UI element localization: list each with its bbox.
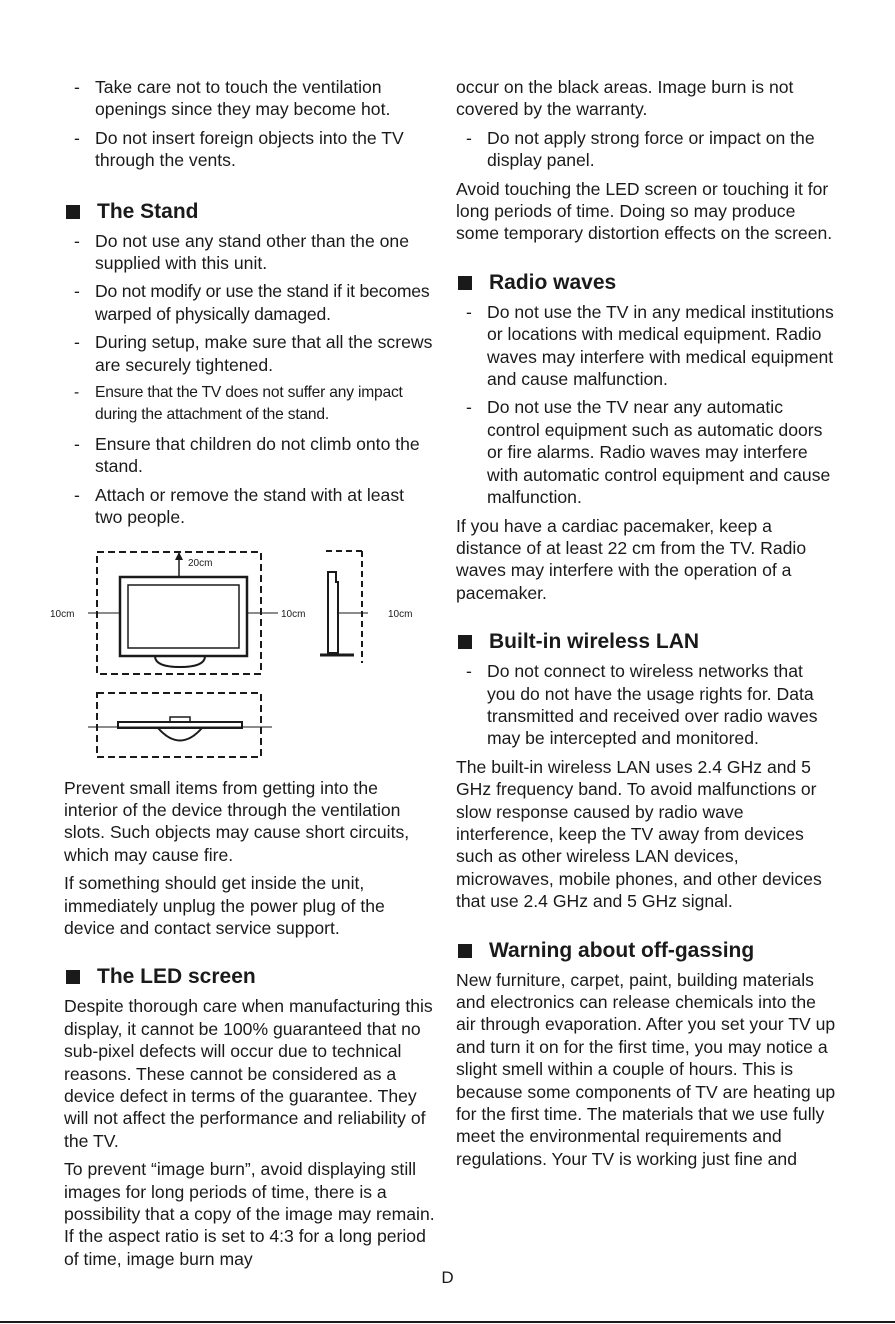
label-right-distance: 10cm (388, 608, 413, 620)
square-bullet-icon (458, 635, 472, 649)
bullet-item: - Do not insert foreign objects into the TV through the vents. (74, 127, 404, 171)
square-bullet-icon (458, 276, 472, 290)
paragraph: The built-in wireless LAN uses 2.4 GHz and 5 GHz frequency band. To avoid malfunctions or slow response caused by radio wave interference, keep the TV away from devices such as other wireless LAN devices, microwaves, mobile phones, and other devices that use 2.4 GHz and 5 GHz signal. (456, 756, 822, 912)
square-bullet-icon (66, 970, 80, 984)
left-column (50, 76, 436, 1276)
bullet-item: - Do not use any stand other than the one supplied with this unit. (74, 230, 409, 274)
section-heading-off-gassing: Warning about off-gassing (456, 937, 836, 965)
front-view-drawing (88, 552, 278, 674)
side-view-drawing (320, 551, 368, 663)
ventilation-bullets (64, 76, 436, 172)
right-column (456, 76, 836, 1176)
bullet-item: - Ensure that children do not climb onto the stand. (74, 433, 420, 477)
tv-front-stand (155, 656, 205, 667)
bullet-item: - Ensure that the TV does not suffer any impact during the attachment of the stand. (74, 384, 403, 424)
paragraph: If something should get inside the unit, immediately unplug the power plug of the device and contact service support. (64, 873, 385, 938)
label-top-distance: 20cm (188, 557, 213, 569)
tv-top-stand-neck (170, 717, 190, 722)
tv-side-profile (328, 572, 338, 653)
display-bullets (456, 127, 836, 172)
bullet-item: - Take care not to touch the ventilation openings since they may become hot. (74, 77, 391, 120)
top-clearance-outline (97, 693, 261, 757)
square-bullet-icon (458, 944, 472, 958)
clearance-diagram (50, 543, 434, 767)
label-mid-distance: 10cm (281, 608, 306, 620)
paragraph: If you have a cardiac pacemaker, keep a distance of at least 22 cm from the TV. Radio waves may interfere with the operation of a pacemaker. (456, 515, 807, 603)
bullet-item: - Do not connect to wireless networks that you do not have the usage rights for. Data transmitted and received over radio waves may be intercepted and monitored. (466, 661, 818, 749)
paragraph: occur on the black areas. Image burn is not covered by the warranty. (456, 77, 794, 120)
top-view-drawing (88, 693, 272, 757)
section-heading-radio: Radio waves (456, 269, 836, 297)
paragraph: Despite thorough care when manufacturing this display, it cannot be 100% guaranteed that no sub-pixel defects will occur due to technical reasons. These cannot be considered as a device defect in terms of the guarantee. They will not affect the performance and reliability of the TV. (64, 996, 433, 1151)
square-bullet-icon (66, 205, 80, 219)
page-number: D (441, 1268, 454, 1287)
paragraph: Avoid touching the LED screen or touching it for long periods of time. Doing so may produce some temporary distortion effects on the screen. (456, 178, 833, 244)
stand-bullets (64, 230, 436, 529)
paragraph: To prevent “image burn”, avoid displaying still images for long periods of time, there is a possibility that a copy of the image may remain. If the aspect ratio is set to 4:3 for a long period of time, image burn may (64, 1159, 435, 1269)
radio-bullets (456, 301, 836, 509)
bullet-item: - Do not use the TV in any medical institutions or locations with medical equipment. Radio waves may interfere with medical equipment and cause malfunction. (466, 301, 834, 390)
tv-top-stand-base (158, 728, 202, 741)
wlan-bullets (456, 660, 836, 750)
label-left-distance: 10cm (50, 608, 75, 620)
section-heading-wlan: Built-in wireless LAN (456, 628, 836, 656)
paragraph: Prevent small items from getting into the interior of the device through the ventilation slots. Such objects may cause short circuits, which may cause fire. (64, 777, 410, 865)
arrow-up-icon (175, 552, 183, 560)
bottom-divider (0, 1321, 895, 1323)
bullet-item: - Attach or remove the stand with at least two people. (74, 484, 405, 528)
tv-front-screen (128, 585, 239, 648)
section-heading-led: The LED screen (64, 963, 436, 991)
bullet-item: - Do not use the TV near any automatic control equipment such as automatic doors or fire alarms. Radio waves may interfere with automatic control equipment and cause malfunction. (466, 397, 831, 508)
section-heading-stand: The Stand (64, 198, 436, 226)
bullet-item: - Do not apply strong force or impact on the display panel. (466, 127, 815, 171)
tv-top-body (118, 722, 242, 728)
bullet-item: - During setup, make sure that all the screws are securely tightened. (74, 332, 433, 375)
bullet-item: - Do not modify or use the stand if it becomes warped of physically damaged. (74, 281, 430, 324)
paragraph: New furniture, carpet, paint, building materials and electronics can release chemicals into the air through evaporation. After you set your TV up and turn it on for the first time, you may notice a slight smell within a couple of hours. This is because some components of TV are heating up for the first time. The materials that we use fully meet the environmental requirements and regulations. Your TV is working just fine and (456, 969, 836, 1169)
tv-front-frame (120, 577, 247, 656)
